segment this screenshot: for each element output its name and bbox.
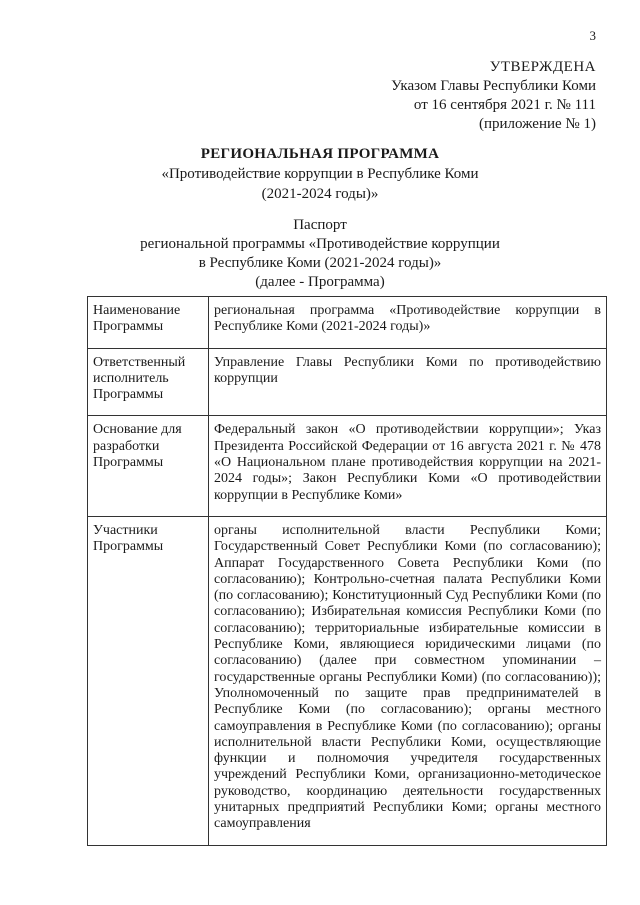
approval-title: УТВЕРЖДЕНА: [489, 59, 596, 75]
table-row: [88, 348, 607, 416]
row-label: Ответственный исполнитель Программы: [88, 348, 209, 416]
approval-block: [391, 58, 596, 134]
table-row: [88, 297, 607, 349]
row-value: органы исполнительной власти Республики Коми; Государственный Совет Республики Коми (по согласованию); Аппарат Государственного Совета Республики Коми (по согласованию); Контрольно-счетная палата Республики Коми (по согласованию); Конституционный Суд Республики Коми (по согласованию); Избирательная комиссия Республики Коми (по согласованию); территориальные избирательные комиссии в Республике Коми, являющиеся юридическими лицами (по согласованию) (далее при совместном упоминании – государственные органы Республики Коми) (по согласованию)); Уполномоченный по защите прав предпринимателей в Республике Коми (по согласованию); органы местного самоуправления в Республике Коми (по согласованию); органы исполнительной власти Республики Коми, осуществляющие функции и полномочия учредителя государственных учреждений Республики Коми, организационно-методическое руководство, координацию деятельности государственных унитарных предприятий Республики Коми; органы местного самоуправления: [209, 516, 607, 845]
program-name-line2: (2021-2024 годы)»: [261, 186, 379, 202]
row-value: Федеральный закон «О противодействии коррупции»; Указ Президента Российской Федерации от 16 августа 2021 г. № 478 «О Национальном плане противодействия коррупции на 2021-2024 годы»; Закон Республики Коми «О противодействии коррупции в Республике Коми»: [209, 416, 607, 516]
passport-line2: региональной программы «Противодействие коррупции: [140, 236, 500, 252]
table-row: [88, 416, 607, 516]
row-label: Основание для разработки Программы: [88, 416, 209, 516]
row-value: региональная программа «Противодействие коррупции в Республике Коми (2021-2024 годы)»: [209, 297, 607, 349]
program-title-block: [0, 144, 640, 204]
page-number: 3: [589, 28, 596, 43]
passport-title-block: [0, 216, 640, 292]
row-label: Участники Программы: [88, 516, 209, 845]
passport-line3: в Республике Коми (2021-2024 годы)»: [198, 255, 442, 271]
program-heading: РЕГИОНАЛЬНАЯ ПРОГРАММА: [200, 146, 440, 162]
passport-line4: (далее - Программа): [255, 274, 385, 290]
approval-appendix: (приложение № 1): [478, 116, 596, 132]
passport-heading: Паспорт: [293, 217, 347, 233]
table-row: [88, 516, 607, 845]
row-value: Управление Главы Республики Коми по противодействию коррупции: [209, 348, 607, 416]
program-name-line1: «Противодействие коррупции в Республике Коми: [161, 166, 479, 182]
row-label: Наименование Программы: [88, 297, 209, 349]
approval-date: от 16 сентября 2021 г. № 111: [413, 97, 596, 113]
passport-table: [87, 296, 607, 846]
approval-decree: Указом Главы Республики Коми: [391, 78, 596, 94]
